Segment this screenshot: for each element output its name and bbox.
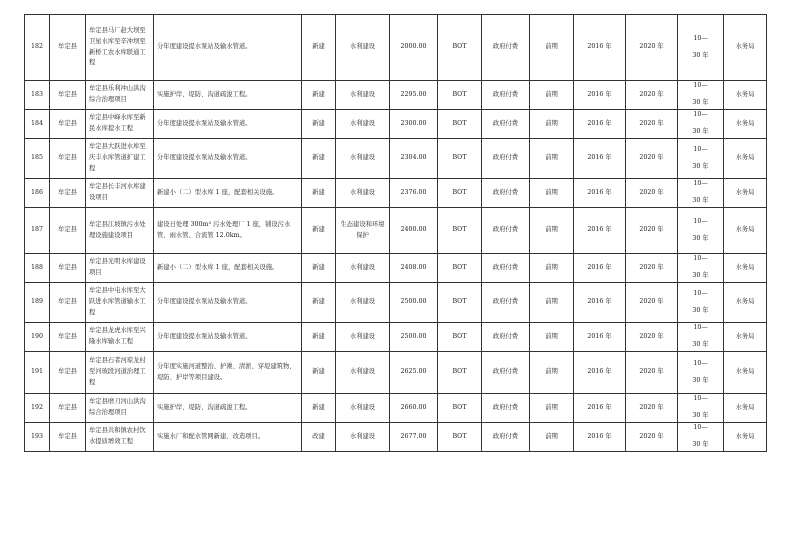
table-row xyxy=(25,394,767,423)
period-range-end: 30 年 xyxy=(692,272,709,279)
period-range-end: 30 年 xyxy=(692,99,709,106)
stage-cell: 前期 xyxy=(530,283,574,323)
end-year-cell: 2020 年 xyxy=(626,179,678,208)
construction-type-cell: 新建 xyxy=(302,208,336,254)
table-row xyxy=(25,423,767,452)
cooperation-period-cell xyxy=(678,110,724,139)
department-cell: 水务局 xyxy=(724,352,767,394)
start-year-cell: 2016 年 xyxy=(574,394,626,423)
construction-type-cell: 新建 xyxy=(302,352,336,394)
department-cell: 水务局 xyxy=(724,283,767,323)
investment-cell: 2500.00 xyxy=(390,283,438,323)
project-name-cell: 牟定县共和镇农村饮水提质增效工程 xyxy=(86,423,154,452)
start-year-cell: 2016 年 xyxy=(574,283,626,323)
investment-cell: 2500.00 xyxy=(390,323,438,352)
category-cell: 水利建设 xyxy=(336,423,390,452)
category-cell: 水利建设 xyxy=(336,179,390,208)
operation-mode-cell: BOT xyxy=(438,423,482,452)
investment-cell: 2408.00 xyxy=(390,254,438,283)
investment-cell: 2677.00 xyxy=(390,423,438,452)
operation-mode-cell: BOT xyxy=(438,15,482,81)
stage-cell: 前期 xyxy=(530,179,574,208)
investment-cell: 2400.00 xyxy=(390,208,438,254)
county-cell: 牟定县 xyxy=(50,423,86,452)
table-row xyxy=(25,15,767,81)
table-row xyxy=(25,179,767,208)
project-content-cell: 实施护岸、堤防、沟道疏浚工程。 xyxy=(154,394,302,423)
stage-cell: 前期 xyxy=(530,15,574,81)
cooperation-period-cell xyxy=(678,81,724,110)
construction-type-cell: 新建 xyxy=(302,81,336,110)
department-cell: 水务局 xyxy=(724,110,767,139)
category-cell: 水利建设 xyxy=(336,15,390,81)
start-year-cell: 2016 年 xyxy=(574,352,626,394)
department-cell: 水务局 xyxy=(724,139,767,179)
project-content-cell: 新建小（二）型水库 1 座，配套相关设施。 xyxy=(154,179,302,208)
end-year-cell: 2020 年 xyxy=(626,283,678,323)
project-content-cell: 分年度建设提水泵站及输水管道。 xyxy=(154,283,302,323)
row-number: 184 xyxy=(25,110,50,139)
investment-cell: 2376.00 xyxy=(390,179,438,208)
project-name-cell: 牟定县磨刀河山洪沟综合治理项目 xyxy=(86,394,154,423)
category-cell: 水利建设 xyxy=(336,81,390,110)
table-row xyxy=(25,81,767,110)
cooperation-period-cell xyxy=(678,323,724,352)
category-cell: 水利建设 xyxy=(336,110,390,139)
table-body xyxy=(25,15,767,452)
operation-mode-cell: BOT xyxy=(438,81,482,110)
row-number: 193 xyxy=(25,423,50,452)
project-name-cell: 牟定县光明水库建设项目 xyxy=(86,254,154,283)
department-cell: 水务局 xyxy=(724,208,767,254)
period-range-start: 10— xyxy=(693,289,708,297)
period-range-start: 10— xyxy=(693,34,708,42)
payment-cell: 政府付费 xyxy=(482,254,530,283)
construction-type-cell: 新建 xyxy=(302,15,336,81)
category-cell: 水利建设 xyxy=(336,352,390,394)
department-cell: 水务局 xyxy=(724,179,767,208)
county-cell: 牟定县 xyxy=(50,110,86,139)
payment-cell: 政府付费 xyxy=(482,208,530,254)
period-range-end: 30 年 xyxy=(692,441,709,448)
start-year-cell: 2016 年 xyxy=(574,81,626,110)
construction-type-cell: 新建 xyxy=(302,283,336,323)
project-table xyxy=(24,14,767,452)
row-number: 186 xyxy=(25,179,50,208)
cooperation-period-cell xyxy=(678,352,724,394)
department-cell: 水务局 xyxy=(724,323,767,352)
cooperation-period-cell xyxy=(678,139,724,179)
project-content-cell: 新建小（二）型水库 1 座，配套相关设施。 xyxy=(154,254,302,283)
operation-mode-cell: BOT xyxy=(438,394,482,423)
category-cell: 水利建设 xyxy=(336,283,390,323)
stage-cell: 前期 xyxy=(530,81,574,110)
stage-cell: 前期 xyxy=(530,139,574,179)
operation-mode-cell: BOT xyxy=(438,352,482,394)
payment-cell: 政府付费 xyxy=(482,81,530,110)
county-cell: 牟定县 xyxy=(50,208,86,254)
payment-cell: 政府付费 xyxy=(482,179,530,208)
category-cell: 水利建设 xyxy=(336,394,390,423)
period-range-start: 10— xyxy=(693,217,708,225)
project-name-cell: 牟定县江坡镇污水处理设施建设项目 xyxy=(86,208,154,254)
department-cell: 水务局 xyxy=(724,15,767,81)
construction-type-cell: 新建 xyxy=(302,394,336,423)
stage-cell: 前期 xyxy=(530,323,574,352)
project-name-cell: 牟定县中屯水库至大跃进水库管道输水工程 xyxy=(86,283,154,323)
project-name-cell: 牟定县中峰水库至新民水库提水工程 xyxy=(86,110,154,139)
project-name-cell: 牟定县石者河琼龙村至河玻段河道治理工程 xyxy=(86,352,154,394)
project-name-cell: 牟定县长丰河水库建设项目 xyxy=(86,179,154,208)
construction-type-cell: 新建 xyxy=(302,323,336,352)
investment-cell: 2295.00 xyxy=(390,81,438,110)
table-row xyxy=(25,208,767,254)
period-range-end: 30 年 xyxy=(692,376,709,384)
start-year-cell: 2016 年 xyxy=(574,110,626,139)
project-name-cell: 牟定县乐利冲山洪沟综合治理项目 xyxy=(86,81,154,110)
payment-cell: 政府付费 xyxy=(482,423,530,452)
row-number: 182 xyxy=(25,15,50,81)
period-range-end: 30 年 xyxy=(692,162,709,170)
stage-cell: 前期 xyxy=(530,110,574,139)
operation-mode-cell: BOT xyxy=(438,254,482,283)
stage-cell: 前期 xyxy=(530,208,574,254)
investment-cell: 2300.00 xyxy=(390,110,438,139)
payment-cell: 政府付费 xyxy=(482,323,530,352)
cooperation-period-cell xyxy=(678,254,724,283)
project-content-cell: 分年度实施河道整治、护滩、清淤、穿堤建筑物、堤防、护岸等项目建设。 xyxy=(154,352,302,394)
category-cell: 水利建设 xyxy=(336,254,390,283)
start-year-cell: 2016 年 xyxy=(574,323,626,352)
end-year-cell: 2020 年 xyxy=(626,352,678,394)
table-row xyxy=(25,110,767,139)
operation-mode-cell: BOT xyxy=(438,283,482,323)
project-content-cell: 分年度建设提水泵站及输水管道。 xyxy=(154,323,302,352)
operation-mode-cell: BOT xyxy=(438,139,482,179)
end-year-cell: 2020 年 xyxy=(626,423,678,452)
county-cell: 牟定县 xyxy=(50,283,86,323)
start-year-cell: 2016 年 xyxy=(574,208,626,254)
investment-cell: 2000.00 xyxy=(390,15,438,81)
row-number: 187 xyxy=(25,208,50,254)
row-number: 189 xyxy=(25,283,50,323)
construction-type-cell: 新建 xyxy=(302,139,336,179)
county-cell: 牟定县 xyxy=(50,139,86,179)
row-number: 190 xyxy=(25,323,50,352)
operation-mode-cell: BOT xyxy=(438,208,482,254)
table-row xyxy=(25,254,767,283)
investment-cell: 2625.00 xyxy=(390,352,438,394)
row-number: 185 xyxy=(25,139,50,179)
payment-cell: 政府付费 xyxy=(482,394,530,423)
period-range-end: 30 年 xyxy=(692,197,709,204)
period-range-start: 10— xyxy=(693,180,708,188)
payment-cell: 政府付费 xyxy=(482,283,530,323)
start-year-cell: 2016 年 xyxy=(574,139,626,179)
stage-cell: 前期 xyxy=(530,254,574,283)
cooperation-period-cell xyxy=(678,208,724,254)
construction-type-cell: 改建 xyxy=(302,423,336,452)
project-content-cell: 实施水厂和配水管网新建、改造项目。 xyxy=(154,423,302,452)
table-row xyxy=(25,283,767,323)
cooperation-period-cell xyxy=(678,423,724,452)
period-range-end: 30 年 xyxy=(692,51,709,59)
payment-cell: 政府付费 xyxy=(482,352,530,394)
end-year-cell: 2020 年 xyxy=(626,394,678,423)
project-name-cell: 牟定县龙虎水库至兴隆水库输水工程 xyxy=(86,323,154,352)
period-range-start: 10— xyxy=(693,255,708,263)
payment-cell: 政府付费 xyxy=(482,15,530,81)
period-range-end: 30 年 xyxy=(692,306,709,314)
cooperation-period-cell xyxy=(678,394,724,423)
county-cell: 牟定县 xyxy=(50,352,86,394)
row-number: 183 xyxy=(25,81,50,110)
category-cell: 水利建设 xyxy=(336,323,390,352)
county-cell: 牟定县 xyxy=(50,15,86,81)
period-range-end: 30 年 xyxy=(692,341,709,348)
project-name-cell: 牟定县大跃进水库至庆丰水库管道扩建工程 xyxy=(86,139,154,179)
county-cell: 牟定县 xyxy=(50,323,86,352)
period-range-start: 10— xyxy=(693,111,708,119)
payment-cell: 政府付费 xyxy=(482,139,530,179)
county-cell: 牟定县 xyxy=(50,254,86,283)
category-cell: 水利建设 xyxy=(336,139,390,179)
cooperation-period-cell xyxy=(678,283,724,323)
stage-cell: 前期 xyxy=(530,394,574,423)
payment-cell: 政府付费 xyxy=(482,110,530,139)
construction-type-cell: 新建 xyxy=(302,254,336,283)
period-range-start: 10— xyxy=(693,324,708,332)
department-cell: 水务局 xyxy=(724,394,767,423)
investment-cell: 2304.00 xyxy=(390,139,438,179)
end-year-cell: 2020 年 xyxy=(626,323,678,352)
period-range-start: 10— xyxy=(693,82,708,90)
row-number: 191 xyxy=(25,352,50,394)
end-year-cell: 2020 年 xyxy=(626,81,678,110)
department-cell: 水务局 xyxy=(724,423,767,452)
project-content-cell: 实施护岸、堤防、沟道疏浚工程。 xyxy=(154,81,302,110)
row-number: 192 xyxy=(25,394,50,423)
end-year-cell: 2020 年 xyxy=(626,254,678,283)
period-range-end: 30 年 xyxy=(692,128,709,135)
end-year-cell: 2020 年 xyxy=(626,110,678,139)
project-name-cell: 牟定县马厂赵大坝至卫星水库至辛冲坝至新桥工农水库联通工程 xyxy=(86,15,154,81)
stage-cell: 前期 xyxy=(530,352,574,394)
end-year-cell: 2020 年 xyxy=(626,208,678,254)
table-row xyxy=(25,352,767,394)
start-year-cell: 2016 年 xyxy=(574,254,626,283)
department-cell: 水务局 xyxy=(724,81,767,110)
construction-type-cell: 新建 xyxy=(302,110,336,139)
county-cell: 牟定县 xyxy=(50,81,86,110)
project-content-cell: 分年度建设提水泵站及输水管道。 xyxy=(154,15,302,81)
period-range-start: 10— xyxy=(693,424,708,432)
operation-mode-cell: BOT xyxy=(438,323,482,352)
period-range-start: 10— xyxy=(693,145,708,153)
operation-mode-cell: BOT xyxy=(438,179,482,208)
project-content-cell: 分年度建设提水泵站及输水管道。 xyxy=(154,139,302,179)
period-range-end: 30 年 xyxy=(692,234,709,242)
period-range-start: 10— xyxy=(693,359,708,367)
category-cell: 生态建设和环境保护 xyxy=(336,208,390,254)
start-year-cell: 2016 年 xyxy=(574,423,626,452)
county-cell: 牟定县 xyxy=(50,394,86,423)
table-row xyxy=(25,323,767,352)
period-range-start: 10— xyxy=(693,395,708,403)
end-year-cell: 2020 年 xyxy=(626,15,678,81)
project-content-cell: 建设日处理 300m³ 污水处理厂 1 座，铺设污水管、雨水管、合流管 12.0km。 xyxy=(154,208,302,254)
project-content-cell: 分年度建设提水泵站及输水管道。 xyxy=(154,110,302,139)
county-cell: 牟定县 xyxy=(50,179,86,208)
department-cell: 水务局 xyxy=(724,254,767,283)
start-year-cell: 2016 年 xyxy=(574,179,626,208)
stage-cell: 前期 xyxy=(530,423,574,452)
operation-mode-cell: BOT xyxy=(438,110,482,139)
row-number: 188 xyxy=(25,254,50,283)
start-year-cell: 2016 年 xyxy=(574,15,626,81)
construction-type-cell: 新建 xyxy=(302,179,336,208)
period-range-end: 30 年 xyxy=(692,412,709,419)
end-year-cell: 2020 年 xyxy=(626,139,678,179)
investment-cell: 2660.00 xyxy=(390,394,438,423)
cooperation-period-cell xyxy=(678,179,724,208)
cooperation-period-cell xyxy=(678,15,724,81)
table-row xyxy=(25,139,767,179)
